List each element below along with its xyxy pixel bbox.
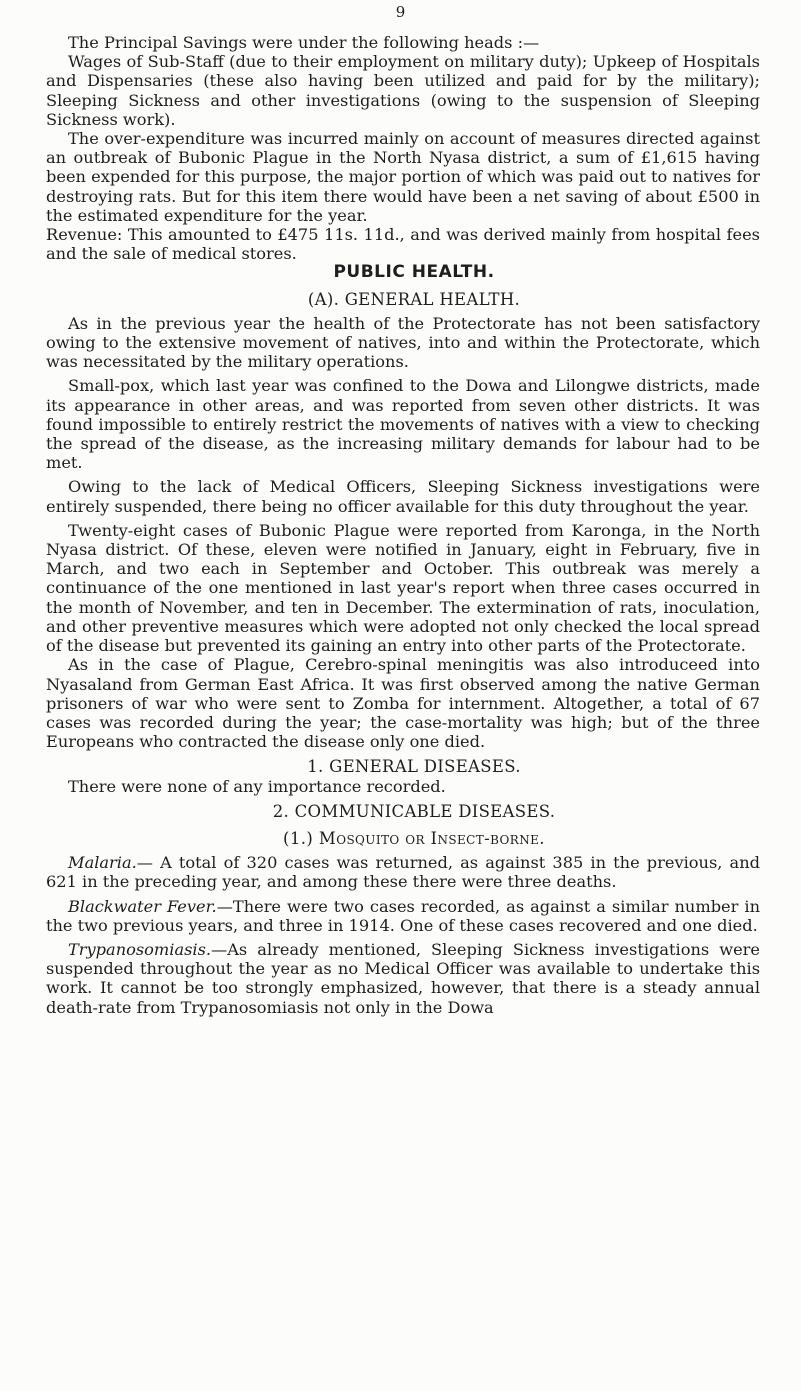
heading-general-diseases: 1. GENERAL DISEASES. xyxy=(307,757,521,777)
paragraph-meningitis: As in the case of Plague, Cerebro-spinal meningitis was also introduceed into Nyasaland from German East Africa. It was first observed among the native German prisoners of war who were sent to Zomba for internment. Altogether, a total of 67 cases was recorded during the year; the case-mortality was high; but of the three Europeans who contracted the disease only one died. xyxy=(46,655,760,752)
page-number: 9 xyxy=(395,3,406,21)
paragraph-savings-heads: Wages of Sub-Staff (due to their employment on military duty); Upkeep of Hospitals and Dispensaries (these also having been utilized and paid for by the military); Sleeping Sickness and other investigations (owing to the suspension of Sleeping Sickness work). xyxy=(46,52,760,129)
paragraph-malaria xyxy=(46,853,760,891)
paragraph-over-expenditure: The over-expenditure was incurred mainly on account of measures directed against an outbreak of Bubonic Plague in the North Nyasa district, a sum of £1,615 having been expended for this purpose, the major portion of which was paid out to natives for destroying rats. But for this item there would have been a net saving of about £500 in the estimated expenditure for the year. xyxy=(46,129,760,225)
blackwater-label: Blackwater Fever. xyxy=(68,896,217,916)
paragraph-small-pox: Small-pox, which last year was confined to the Dowa and Lilongwe districts, made its appearance in other areas, and was reported from seven other districts. It was found impossible to entirely restrict the movements of natives with a view to checking the spread of the disease, as the increasing military demands for labour had to be met. xyxy=(46,376,760,473)
paragraph-savings-intro: The Principal Savings were under the following heads :— xyxy=(68,33,540,52)
malaria-text: — A total of 320 cases was returned, as against 385 in the previous, and 621 in the preceding year, and among these there were three deaths. xyxy=(46,853,760,892)
paragraph-health-overview: As in the previous year the health of the Protectorate has not been satisfactory owing to the extensive movement of natives, into and within the Protectorate, which was necessitated by the military operations. xyxy=(46,313,760,372)
paragraph-trypanosomiasis xyxy=(46,940,760,1017)
paragraph-sleeping-sickness: Owing to the lack of Medical Officers, Sleeping Sickness investigations were entirely suspended, there being no officer available for this duty throughout the year. xyxy=(46,477,760,516)
blackwater-text: —There were two cases recorded, as against a similar number in the two previous years, and three in 1914. One of these cases recovered and one died. xyxy=(46,896,760,935)
heading-mosquito-borne: (1.) Mosquito or Insect-borne. xyxy=(283,828,545,848)
heading-communicable-diseases: 2. COMMUNICABLE DISEASES. xyxy=(272,801,556,821)
heading-general-health: (A). GENERAL HEALTH. xyxy=(307,289,521,309)
malaria-label: Malaria. xyxy=(68,853,137,873)
trypanosomiasis-label: Trypanosomiasis. xyxy=(68,939,212,959)
trypanosomiasis-text: —As already mentioned, Sleeping Sickness investigations were suspended throughout the year as no Medical Officer was available to undertake this work. It cannot be too strongly emphasized, however, that there is a steady annual death-rate from Trypanosomiasis not only in the Dowa xyxy=(46,939,760,1017)
document-body xyxy=(46,33,760,1017)
paragraph-bubonic-plague: Twenty-eight cases of Bubonic Plague were reported from Karonga, in the North Nyasa district. Of these, eleven were notified in January, eight in February, five in March, and two each in September and October. This outbreak was merely a continuance of the one mentioned in last year's report when three cases occurred in the month of November, and ten in December. The extermination of rats, inoculation, and other preventive measures which were adopted not only checked the local spread of the disease but prevented its gaining an entry into other parts of the Protectorate. xyxy=(46,520,760,656)
paragraph-revenue: Revenue: This amounted to £475 11s. 11d., and was derived mainly from hospital fees and the sale of medical stores. xyxy=(46,225,760,264)
paragraph-general-diseases: There were none of any importance recorded. xyxy=(68,776,446,796)
paragraph-blackwater xyxy=(46,897,760,935)
heading-public-health: PUBLIC HEALTH. xyxy=(333,262,495,283)
